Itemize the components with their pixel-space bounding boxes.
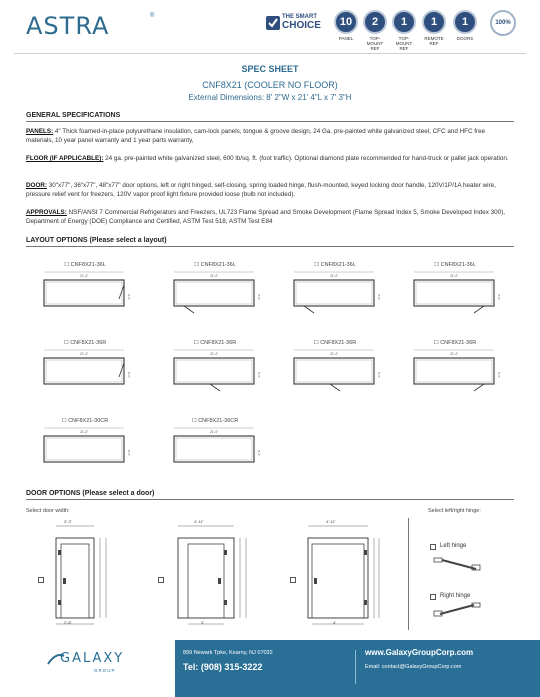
layout-width-dim: 8'-2" <box>257 372 261 378</box>
warranty-badge <box>362 10 388 51</box>
door-width-checkbox-2[interactable] <box>158 577 164 583</box>
choice-line2: CHOICE <box>282 20 321 31</box>
door-swing <box>119 285 124 299</box>
layout-length-dim: 21'-4" <box>79 274 89 278</box>
walk-in-outline <box>414 280 494 306</box>
layout-option[interactable] <box>170 262 260 322</box>
galaxy-logo-sub: GROUP <box>94 668 116 673</box>
footer-logo-area <box>0 640 175 697</box>
door-drawing-1 <box>50 520 110 630</box>
layout-length-dim: 21'-4" <box>449 274 459 278</box>
layout-option[interactable] <box>40 340 130 400</box>
approvals-label: APPROVALS: <box>26 209 67 216</box>
layout-width-dim: 8'-2" <box>377 372 381 378</box>
layout-option[interactable] <box>290 262 380 322</box>
layout-width-dim: 8'-2" <box>497 372 501 378</box>
door-2-top-dim: 4'-11" <box>194 519 204 524</box>
walk-in-outline <box>44 280 124 306</box>
walk-in-outline <box>294 280 374 306</box>
panels-text: 4" Thick foamed-in-place polyurethane insulation, cam-lock panels, tongue & groove design, 24 Ga. pre-painted white galvanized steel, CFC and HFC free materials, 10 year panel warranty and 1 year parts warranty, <box>26 128 486 144</box>
layout-option-label: ☐ CNF8X21-30CR <box>61 418 109 424</box>
door-width-checkbox-1[interactable] <box>38 577 44 583</box>
layout-option-label: ☐ CNF8X21-36R <box>193 340 237 346</box>
badge-value: 10 <box>334 10 358 34</box>
door-swing <box>330 384 340 391</box>
badge-label: REMOTE REF <box>424 36 444 46</box>
model-name: CNF8X21 (COOLER NO FLOOR) <box>202 80 338 90</box>
footer-website-link[interactable]: www.GalaxyGroupCorp.com <box>365 648 474 657</box>
approvals-spec <box>26 208 514 226</box>
walk-in-outline <box>294 358 374 384</box>
choice-line1: THE SMART <box>282 14 317 20</box>
walk-in-outline <box>44 436 124 462</box>
right-hinge-label: Right hinge <box>440 593 471 599</box>
external-dimensions: External Dimensions: 8' 2"W x 21' 4"L x 7' 3"H <box>188 93 352 102</box>
badge-value: 2 <box>363 10 387 34</box>
warranty-badge <box>333 10 359 41</box>
layout-option[interactable] <box>40 418 130 478</box>
walk-in-outline <box>174 358 254 384</box>
section-divider <box>26 121 514 122</box>
layout-option[interactable] <box>40 262 130 322</box>
layout-option-label: ☐ CNF8X21-36R <box>63 340 107 346</box>
walk-in-outline <box>414 358 494 384</box>
layout-length-dim: 21'-4" <box>209 274 219 278</box>
layout-floorplan-drawing <box>40 269 130 317</box>
layout-floorplan-drawing <box>170 347 260 395</box>
footer-address: 899 Newark Tpke, Kearny, NJ 07032 <box>183 650 273 656</box>
warranty-badge <box>421 10 447 46</box>
door-3-bottom-dim: 4' <box>333 620 336 625</box>
layout-option[interactable] <box>170 340 260 400</box>
right-hinge-icon <box>432 602 482 618</box>
door-label: DOOR: <box>26 182 47 189</box>
footer-divider <box>355 650 356 684</box>
galaxy-logo: GALAXY <box>60 651 125 666</box>
footer-phone[interactable]: Tel: (908) 315-3222 <box>183 662 263 672</box>
layout-width-dim: 8'-2" <box>127 372 131 378</box>
door-text: 30"x77", 36"x77", 48"x77" door options, left or right hinged, self-closing, spring loaded hinge, flush-mounted, keyed locking door handle, 120V/1P/1A heater wire, pressure relief vent for freezers, 120V vapor proof light fixture provided loose (bulb not included). <box>26 182 496 198</box>
checkmark-icon <box>266 16 280 30</box>
section-divider <box>26 499 514 500</box>
select-hinge-label: Select left/right hinge: <box>428 508 481 514</box>
layout-floorplan-drawing <box>170 425 260 473</box>
layout-option[interactable] <box>410 262 500 322</box>
footer-email-link[interactable]: Email: contact@GalaxyGroupCorp.com <box>365 664 462 670</box>
panels-spec <box>26 127 514 145</box>
layout-length-dim: 21'-4" <box>79 352 89 356</box>
door-2-bottom-dim: 3' <box>201 620 204 625</box>
badge-label: PANEL <box>338 36 354 41</box>
astra-logo: ASTRA <box>26 12 110 40</box>
walk-in-outline <box>174 280 254 306</box>
layout-options-heading: LAYOUT OPTIONS (Please select a layout) <box>26 237 167 244</box>
section-divider <box>26 246 514 247</box>
layout-option-label: ☐ CNF8X21-36R <box>313 340 357 346</box>
door-swing <box>304 306 314 313</box>
warranty-badge <box>452 10 478 41</box>
header-divider <box>14 53 526 54</box>
layout-width-dim: 8'-2" <box>377 294 381 300</box>
door-spec <box>26 181 514 199</box>
layout-option-label: ☐ CNF8X21-36L <box>434 262 476 268</box>
layout-length-dim: 21'-4" <box>329 274 339 278</box>
badge-label: TOP-MOUNT REF <box>395 36 413 51</box>
panels-label: PANELS: <box>26 128 54 135</box>
layout-option-label: ☐ CNF8X21-36L <box>64 262 106 268</box>
approvals-text: NSF/ANSI 7 Commercial Refrigerators and Freezers, UL723 Flame Spread and Smoke Development (Flame Spread Index 5, Smoke Developed Index 300), Department of Energy (DOE) Compliance and Certified, ASTM Test 518, ASTM Test E84 <box>26 209 506 225</box>
layout-option[interactable] <box>410 340 500 400</box>
layout-floorplan-drawing <box>40 425 130 473</box>
door-swing <box>474 306 484 313</box>
layout-length-dim: 21'-4" <box>209 352 219 356</box>
layout-width-dim: 8'-2" <box>497 294 501 300</box>
layout-option[interactable] <box>290 340 380 400</box>
door-1-bottom-dim: 2'-6" <box>64 620 72 625</box>
walk-in-outline <box>174 436 254 462</box>
smart-choice-badge <box>266 14 324 34</box>
door-options-heading: DOOR OPTIONS (Please select a door) <box>26 490 155 497</box>
layout-length-dim: 21'-4" <box>449 352 459 356</box>
warranty-badge <box>391 10 417 51</box>
walk-in-outline <box>44 358 124 384</box>
layout-width-dim: 8'-2" <box>257 450 261 456</box>
badge-value: 1 <box>422 10 446 34</box>
door-width-checkbox-3[interactable] <box>290 577 296 583</box>
general-specifications-heading: GENERAL SPECIFICATIONS <box>26 112 121 119</box>
layout-length-dim: 21'-4" <box>79 430 89 434</box>
door-drawing-2 <box>168 520 248 630</box>
left-hinge-icon <box>432 556 482 572</box>
right-hinge-checkbox[interactable] <box>430 594 436 600</box>
floor-spec <box>26 154 514 163</box>
door-1-top-dim: 3'-3" <box>64 519 72 524</box>
layout-length-dim: 21'-4" <box>329 352 339 356</box>
select-door-width-label: Select door width: <box>26 508 70 514</box>
layout-option-label: ☐ CNF8X21-36L <box>194 262 236 268</box>
hundred-percent-badge: 100% <box>490 10 516 36</box>
layout-floorplan-drawing <box>40 347 130 395</box>
layout-width-dim: 8'-2" <box>127 450 131 456</box>
layout-option-label: ☐ CNF8X21-36CR <box>191 418 239 424</box>
badge-value: 1 <box>453 10 477 34</box>
layout-floorplan-drawing <box>410 269 500 317</box>
layout-floorplan-drawing <box>170 269 260 317</box>
layout-option-label: ☐ CNF8X21-36R <box>433 340 477 346</box>
door-swing <box>210 384 220 391</box>
layout-width-dim: 8'-2" <box>127 294 131 300</box>
left-hinge-checkbox[interactable] <box>430 544 436 550</box>
left-hinge-label: Left hinge <box>440 543 467 549</box>
floor-label: FLOOR (IF APPLICABLE): <box>26 155 104 162</box>
registered-mark: ® <box>150 13 155 19</box>
floor-text: 24 ga. pre-painted white galvanized steel, 600 lb/sq. ft. (foot traffic). Optional diamond plate recommended for hand-truck or pallet jack operation. <box>103 155 509 162</box>
door-swing <box>184 306 194 313</box>
layout-floorplan-drawing <box>410 347 500 395</box>
badge-label: DOORS <box>456 36 474 41</box>
door-3-top-dim: 4'-11" <box>326 519 336 524</box>
badge-label: TOP-MOUNT REF <box>366 36 384 51</box>
layout-length-dim: 21'-4" <box>209 430 219 434</box>
badge-value: 1 <box>392 10 416 34</box>
door-swing <box>474 384 484 391</box>
layout-floorplan-drawing <box>290 269 380 317</box>
door-drawing-3 <box>300 520 380 630</box>
door-swing <box>119 363 124 377</box>
layout-option-label: ☐ CNF8X21-36L <box>314 262 356 268</box>
layout-floorplan-drawing <box>290 347 380 395</box>
layout-option[interactable] <box>170 418 260 478</box>
door-options-divider <box>408 518 409 630</box>
spec-sheet-title: SPEC SHEET <box>241 64 299 74</box>
layout-width-dim: 8'-2" <box>257 294 261 300</box>
